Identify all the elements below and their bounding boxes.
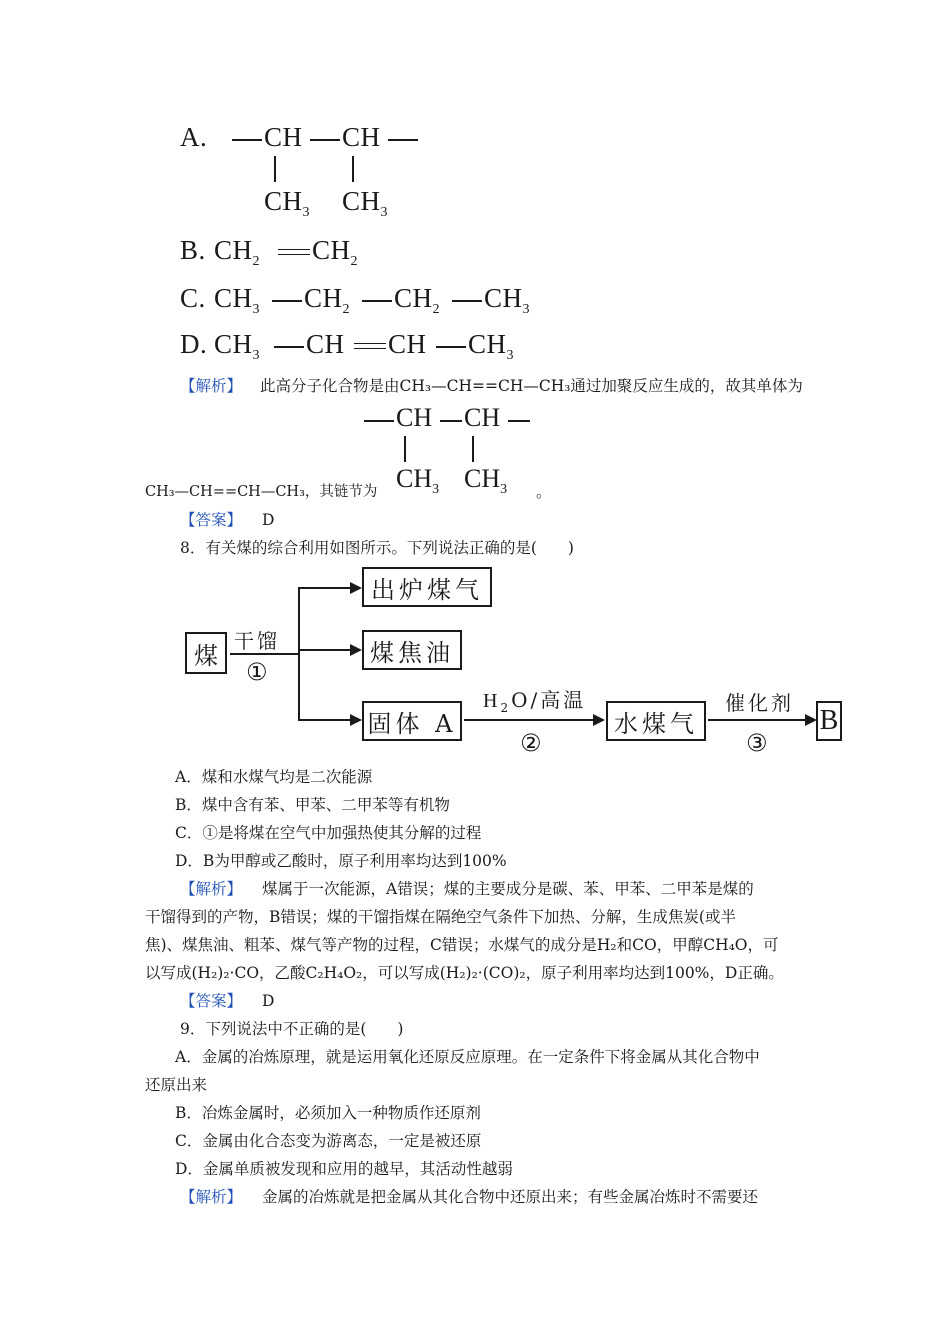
analysis-text: 煤属于一次能源，A错误；煤的主要成分是碳、苯、甲苯、二甲苯是煤的: [262, 880, 754, 898]
step2-marker: ②: [520, 729, 542, 757]
fraction-line: [230, 653, 298, 655]
water-gas-box: 水煤气: [606, 701, 706, 741]
q9-option-d: D．金属单质被发现和应用的越早，其活动性越弱: [175, 1160, 513, 1178]
branch-line: [298, 587, 300, 720]
analysis-tag: 【解析】: [180, 377, 243, 395]
ch-group: CH: [388, 329, 427, 359]
arrow-line: [298, 719, 354, 721]
ch-group: CH: [264, 122, 303, 152]
ch3-group: $CH_3$: [464, 464, 508, 497]
q8-stem: 8．有关煤的综合利用如图所示。下列说法正确的是( ): [180, 539, 574, 557]
analysis-tag: 【解析】: [180, 1188, 243, 1206]
arrow-line: [708, 719, 808, 721]
answer-tag: 【答案】: [180, 511, 243, 529]
answer-tag: 【答案】: [180, 992, 243, 1010]
double-bond: [354, 343, 386, 349]
arrow-head: [350, 712, 362, 728]
q8-option-d: D．B为甲醇或乙酸时，原子利用率均达到100%: [175, 852, 507, 870]
q8-answer: [180, 991, 274, 1011]
ch3-group: $CH_3$: [342, 186, 389, 220]
bond: [310, 139, 340, 141]
coal-tar-box: 煤焦油: [362, 630, 462, 670]
q8-option-a: A．煤和水煤气均是二次能源: [175, 768, 373, 786]
option-letter: C.: [180, 283, 206, 313]
step3-marker: ③: [746, 729, 768, 757]
analysis-text: 焦)、煤焦油、粗苯、煤气等产物的过程，C错误；水煤气的成分是H₂和CO，甲醇CH₄O，可: [145, 936, 779, 954]
bond: [508, 420, 530, 422]
ch-group: CH: [464, 403, 501, 432]
ch3-group: $CH_3$: [468, 329, 515, 363]
q9-option-c: C．金属由化合态变为游离态，一定是被还原: [175, 1132, 482, 1150]
q7-answer: [180, 510, 274, 530]
analysis-end: 。: [536, 483, 552, 501]
bond: [272, 300, 302, 302]
ch2-group: $CH_2$: [312, 235, 359, 269]
bond: [472, 436, 474, 462]
bond: [362, 300, 392, 302]
analysis-text: 以写成(H₂)₂·CO，乙酸C₂H₄O₂，可以写成(H₂)₂·(CO)₂，原子利用率均达到100%，D正确。: [145, 964, 784, 982]
analysis-text: 干馏得到的产物，B错误；煤的干馏指煤在隔绝空气条件下加热、分解，生成焦炭(或半: [145, 908, 736, 926]
answer-value: D: [262, 511, 275, 529]
analysis-text: 此高分子化合物是由CH₃—CH==CH—CH₃通过加聚反应生成的，故其单体为: [260, 377, 803, 395]
ch-group: CH: [306, 329, 345, 359]
coal-box: 煤: [185, 632, 227, 674]
ch3-group: $CH_3$: [264, 186, 311, 220]
q9-stem: 9．下列说法中不正确的是( ): [180, 1020, 404, 1038]
q9-option-a-cont: 还原出来: [145, 1076, 208, 1094]
analysis-text: CH₃—CH==CH—CH₃，其链节为: [145, 484, 378, 500]
step1-marker: ①: [246, 658, 268, 686]
bond: [274, 346, 304, 348]
arrow-line: [298, 587, 354, 589]
q9-option-b: B．冶炼金属时，必须加入一种物质作还原剂: [175, 1104, 481, 1122]
analysis-text: 金属的冶炼就是把金属从其化合物中还原出来；有些金属冶炼时不需要还: [262, 1188, 759, 1206]
ch-group: CH: [396, 403, 433, 432]
option-letter: D.: [180, 329, 208, 359]
ch3-group: $CH_3$: [214, 283, 261, 317]
ch3-group: $CH_3$: [214, 329, 261, 363]
arrow-line: [298, 649, 354, 651]
bond: [232, 139, 262, 141]
bond: [274, 156, 276, 182]
bond: [452, 300, 482, 302]
q9-analysis: [180, 1187, 758, 1207]
ch2-group: $CH_2$: [214, 235, 261, 269]
option-letter: A.: [180, 122, 208, 152]
furnace-gas-box: 出炉煤气: [362, 567, 492, 607]
solid-a-box: 固体 A: [362, 701, 462, 741]
arrow-line: [464, 719, 596, 721]
double-bond: [278, 249, 310, 255]
arrow-head: [593, 712, 605, 728]
condition-label: $H_2O/$高温: [483, 688, 587, 715]
dry-distillation-label: 干馏: [234, 629, 280, 653]
bond: [440, 420, 462, 422]
q8-option-c: C．①是将煤在空气中加强热使其分解的过程: [175, 824, 482, 842]
ch3-group: $CH_3$: [484, 283, 531, 317]
catalyst-label: 催化剂: [725, 691, 794, 715]
q8-option-b: B．煤中含有苯、甲苯、二甲苯等有机物: [175, 796, 450, 814]
bond: [404, 436, 406, 462]
arrow-head: [350, 580, 362, 596]
arrow-head: [350, 642, 362, 658]
bond: [352, 156, 354, 182]
ch2-group: $CH_2$: [394, 283, 441, 317]
bond: [364, 420, 394, 422]
ch-group: CH: [342, 122, 381, 152]
option-letter: B.: [180, 235, 206, 265]
bond: [436, 346, 466, 348]
q9-option-a: A．金属的冶炼原理，就是运用氧化还原反应原理。在一定条件下将金属从其化合物中: [175, 1048, 760, 1066]
ch3-group: $CH_3$: [396, 464, 440, 497]
bond: [388, 139, 418, 141]
product-b-box: B: [816, 701, 842, 741]
analysis-tag: 【解析】: [180, 880, 243, 898]
q7-analysis-line1: [180, 376, 803, 396]
answer-value: D: [262, 992, 275, 1010]
ch2-group: $CH_2$: [304, 283, 351, 317]
